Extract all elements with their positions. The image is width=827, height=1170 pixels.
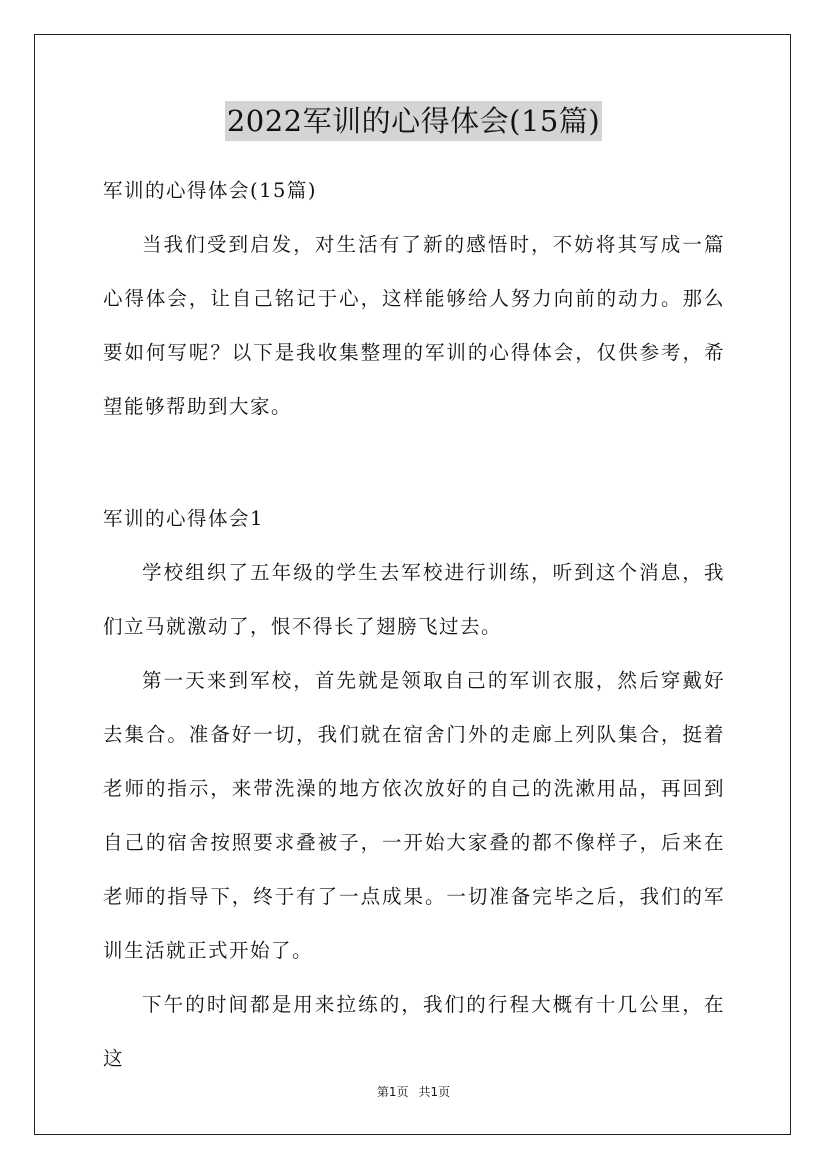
- page-number: 第1页: [376, 1085, 409, 1099]
- section-heading: 军训的心得体会1: [103, 507, 264, 530]
- section-block: [103, 492, 725, 1086]
- title-container: [0, 101, 827, 141]
- intro-block: [103, 164, 725, 434]
- page-footer: [0, 1084, 827, 1100]
- document-subtitle: 军训的心得体会(15篇): [103, 179, 318, 202]
- page-total: 共1页: [418, 1085, 451, 1099]
- body-paragraph-1: 学校组织了五年级的学生去军校进行训练，听到这个消息，我们立马就激动了，恨不得长了翅膀飞过去。: [103, 561, 725, 638]
- document-title: 2022军训的心得体会(15篇): [225, 101, 602, 141]
- intro-paragraph: 当我们受到启发，对生活有了新的感悟时，不妨将其写成一篇心得体会，让自己铭记于心，这样能够给人努力向前的动力。那么要如何写呢？以下是我收集整理的军训的心得体会，仅供参考，希望能够帮助到大家。: [103, 233, 725, 418]
- body-paragraph-3: 下午的时间都是用来拉练的，我们的行程大概有十几公里，在这: [103, 993, 725, 1070]
- body-paragraph-2: 第一天来到军校，首先就是领取自己的军训衣服，然后穿戴好去集合。准备好一切，我们就在宿舍门外的走廊上列队集合，挺着老师的指示，来带洗澡的地方依次放好的自己的洗漱用品，再回到自己的宿舍按照要求叠被子，一开始大家叠的都不像样子，后来在老师的指导下，终于有了一点成果。一切准备完毕之后，我们的军训生活就正式开始了。: [103, 669, 725, 962]
